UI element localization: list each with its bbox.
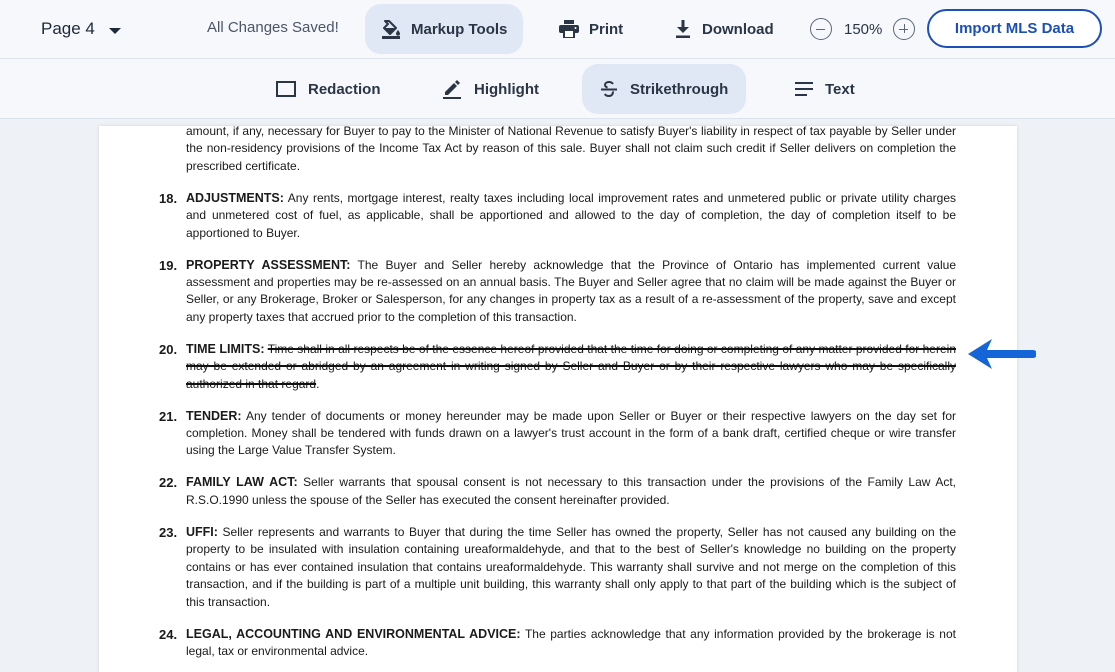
clause-body: [186, 626, 956, 661]
clause-text: Any rents, mortgage interest, realty taxes including local improvement rates and unmetered public or private utility charges and unmetered cost of fuel, as applicable, shall be apportioned and allowed to the day of completion, the day of completion itself to be apportioned to Buyer.: [186, 190, 957, 240]
clause-22: [159, 474, 956, 509]
document-content: [159, 126, 956, 672]
clause-title: TENDER:: [186, 408, 242, 423]
clause-text: The parties acknowledge that any information provided by the brokerage is not legal, tax or environmental advice.: [186, 626, 956, 658]
highlight-tool-button[interactable]: [424, 64, 557, 114]
clause-number: 22.: [159, 475, 178, 491]
clause-24: [159, 626, 956, 661]
clause-18: [159, 190, 956, 242]
highlight-label: Highlight: [474, 80, 539, 98]
print-button[interactable]: [543, 4, 639, 54]
clause-body: [186, 524, 956, 611]
zoom-control: [810, 17, 915, 41]
clause-body: [186, 474, 956, 509]
clause-text: Any tender of documents or money hereunder may be made upon Seller or Buyer or their respective lawyers on the day set for completion. Money shall be tendered with funds drawn on a lawyer's trust account in the form of a bank draft, certified cheque or wire transfer using the Large Value Transfer System.: [186, 408, 956, 458]
clause-number: 21.: [159, 408, 178, 424]
redaction-tool-button[interactable]: [258, 64, 399, 114]
clause-title: UFFI:: [186, 524, 218, 539]
strikethrough-icon: [600, 81, 618, 97]
clause-title: FAMILY LAW ACT:: [186, 475, 298, 490]
struck-through-text[interactable]: Time shall in all respects be of the essence hereof provided that the time for doing or completing of any matter provided for herein may be extended or abridged by an agreement in writing signed by Seller and Buyer or by their respective lawyers who may be specifically authorized in that regard: [186, 341, 956, 391]
redaction-square-icon: [276, 81, 296, 97]
clause-title: LEGAL, ACCOUNTING AND ENVIRONMENTAL ADVICE:: [186, 626, 521, 641]
document-viewport[interactable]: [0, 119, 1115, 672]
clause-number: 19.: [159, 257, 178, 273]
clause-body: [186, 408, 956, 460]
clause-text-tail: .: [316, 376, 320, 391]
markup-tools-label: Markup Tools: [411, 20, 508, 38]
clause-19: [159, 257, 956, 327]
clause-20: [159, 341, 956, 393]
clause-continuation: amount, if any, necessary for Buyer to pay to the Minister of National Revenue to satisfy Buyer's liability in respect of tax payable by Seller under the non-residency provisions of the Income Tax Act by reason of this sale. Buyer shall not claim such credit if Seller delivers on completion the prescribed certificate.: [186, 126, 956, 173]
markup-tools-button[interactable]: [365, 4, 523, 54]
redaction-label: Redaction: [308, 80, 381, 98]
download-button[interactable]: [658, 4, 790, 54]
save-status: All Changes Saved!: [207, 19, 339, 36]
top-toolbar: [0, 0, 1115, 59]
clause-number: 20.: [159, 341, 178, 357]
clause-body: [186, 341, 956, 393]
zoom-in-icon[interactable]: [893, 18, 915, 40]
clause-text: The Buyer and Seller hereby acknowledge that the Province of Ontario has implemented current value assessment and properties may be re-assessed on an annual basis. The Buyer and Seller agree that no claim will be made against the Buyer or Seller, or any Brokerage, Broker or Salesperson, for any changes in property tax as a result of a re-assessment of the property, save and except any property taxes that accrued prior to the completion of this transaction.: [186, 257, 956, 324]
download-label: Download: [702, 20, 774, 38]
zoom-value: 150%: [844, 20, 883, 38]
clause-text: Seller warrants that spousal consent is not necessary to this transaction under the provisions of the Family Law Act, R.S.O.1990 unless the spouse of the Seller has executed the consent hereinafter provided.: [186, 475, 956, 507]
text-lines-icon: [795, 82, 813, 96]
markup-toolbar: [0, 59, 1115, 119]
strikethrough-label: Strikethrough: [630, 80, 729, 98]
import-mls-data-button[interactable]: Import MLS Data: [927, 9, 1102, 48]
document-page: [99, 126, 1017, 672]
clause-number: 23.: [159, 524, 178, 540]
clause-title: PROPERTY ASSESSMENT:: [186, 257, 351, 272]
clause-number: 18.: [159, 190, 178, 206]
page-selector[interactable]: [41, 17, 121, 41]
pencil-icon: [442, 79, 462, 99]
arrow-left-icon: [966, 337, 1036, 371]
clause-title: TIME LIMITS:: [186, 341, 265, 356]
page-label: Page 4: [41, 19, 95, 38]
print-label: Print: [589, 20, 624, 38]
paint-bucket-icon: [381, 19, 401, 39]
chevron-down-icon: [109, 28, 121, 34]
clause-body: [186, 257, 956, 327]
strikethrough-tool-button[interactable]: [582, 64, 746, 114]
clause-text: Seller represents and warrants to Buyer that during the time Seller has owned the property, Seller has not caused any building on the property to be insulated with insulation containing ureaformaldehyde, and that to the best of Seller's knowledge no building on the property contains or has ever contained insulation that contains ureaformaldehyde. This warranty shall survive and not merge on the completion of this transaction, and if the building is part of a multiple unit building, this warranty shall only apply to that part of the building which is the subject of this transaction.: [186, 524, 956, 609]
printer-icon: [559, 20, 579, 38]
clause-number: 24.: [159, 626, 178, 642]
clause-title: ADJUSTMENTS:: [186, 190, 284, 205]
clause-21: [159, 408, 956, 460]
download-icon: [674, 20, 692, 38]
text-tool-button[interactable]: [777, 64, 873, 114]
clause-body: [186, 190, 956, 242]
text-label: Text: [825, 80, 855, 98]
clause-23: [159, 524, 956, 611]
zoom-out-icon[interactable]: [810, 18, 832, 40]
